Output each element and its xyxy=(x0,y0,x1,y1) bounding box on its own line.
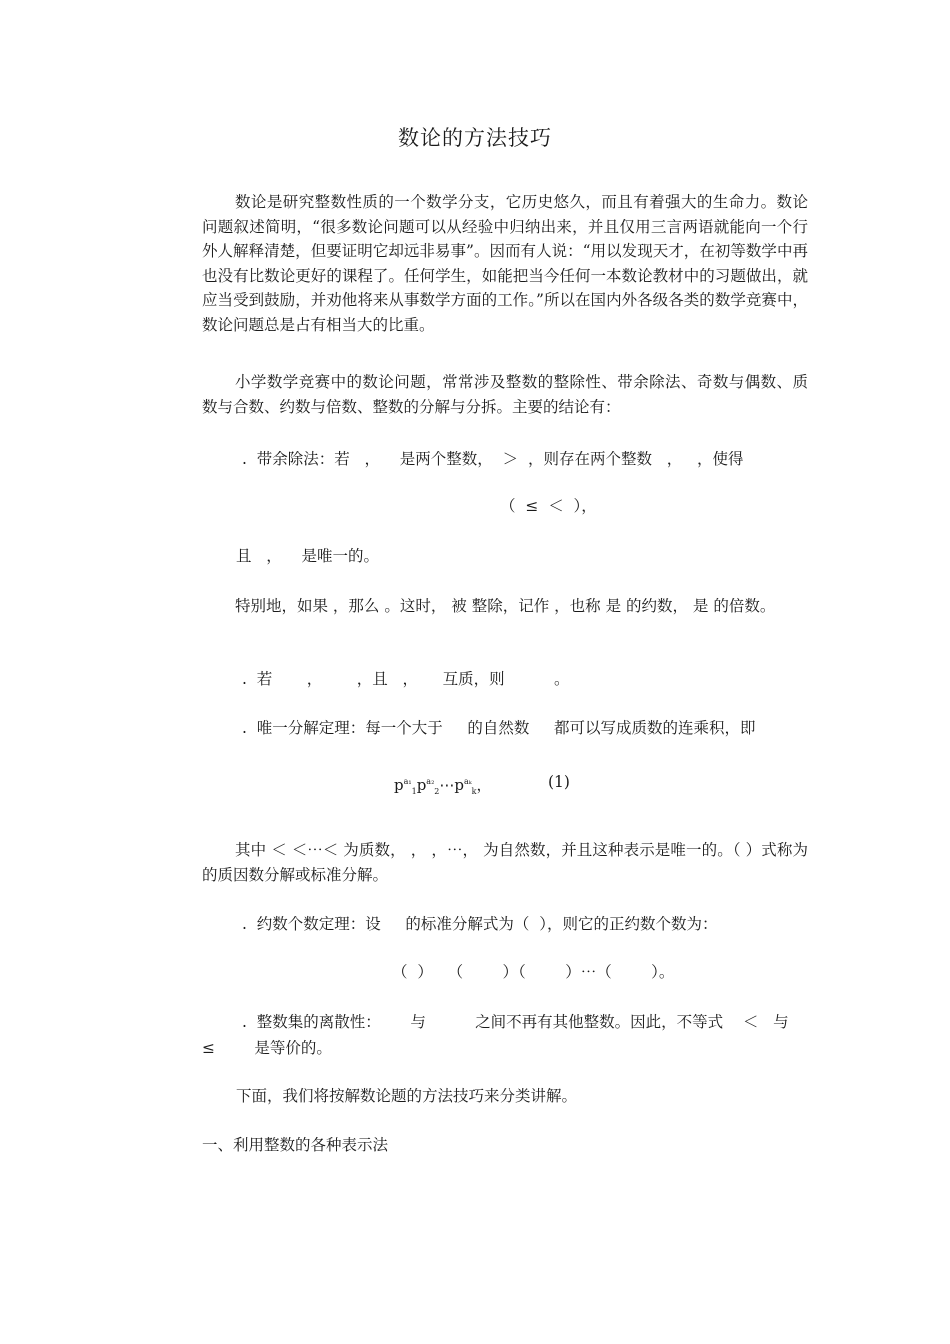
formula-remainder-range: （ ≤ ＜ ）， xyxy=(500,497,597,515)
formula-prime-factorization: $p^{a_1}_1p^{a_2}_2\cdots p^{a_k}_k$， xyxy=(394,776,492,796)
paragraph-factorization-note: 其中 ＜ ＜⋯＜ 为质数， ， ，⋯， 为自然数，并且这种表示是唯一的。（ ）式称为 的质因数分解或标准分解。 xyxy=(202,841,808,884)
paragraph-conclusions: 小学数学竞赛中的数论问题，常常涉及整数的整除性、带余除法、奇数与偶数、质数与合数、约数与倍数、整数的分解与分拆。主要的结论有： xyxy=(202,373,808,416)
paragraph-special-case: 特别地，如果 ，那么 。这时， 被 整除，记作 ，也称 是 的约数， 是 的倍数。 xyxy=(235,597,776,615)
equation-number: (1) xyxy=(548,773,570,791)
formula-divisor-count: （ ） （ ）（ ）⋯（ ）。 xyxy=(392,963,675,981)
item-divisor-count: . 约数个数定理：设 的标准分解式为（ ），则它的正约数个数为： xyxy=(242,915,718,933)
section-heading-1: 一、利用整数的各种表示法 xyxy=(202,1136,389,1154)
item-discreteness: . 整数集的离散性： 与 之间不再有其他整数。因此，不等式 ＜ 与 xyxy=(242,1013,789,1031)
item-division-with-remainder: . 带余除法：若 ， 是两个整数， ＞ ，则存在两个整数 ， ，使得 xyxy=(242,450,744,468)
document-title: 数论的方法技巧 xyxy=(398,126,552,150)
paragraph-next: 下面，我们将按解数论题的方法技巧来分类讲解。 xyxy=(236,1087,578,1105)
item-unique-factorization: . 唯一分解定理：每一个大于 的自然数 都可以写成质数的连乘积，即 xyxy=(242,719,756,737)
item-uniqueness-note: 且 ， 是唯一的。 xyxy=(236,547,379,565)
item-discreteness-tail: ≤ 是等价的。 xyxy=(202,1039,332,1057)
paragraph-intro: 数论是研究整数性质的一个数学分支，它历史悠久，而且有着强大的生命力。数论问题叙述简明，“很多数论问题可以从经验中归纳出来，并且仅用三言两语就能向一个行外人解释清楚，但要证明它却远非易事”。因而有人说：“用以发现天才，在初等数学中再也没有比数论更好的课程了。任何学生，如能把当今任何一本数论教材中的习题做出，就应当受到鼓励，并劝他将来从事数学方面的工作。”所以在国内外各级各类的数学竞赛中，数论问题总是占有相当大的比重。 xyxy=(202,193,808,334)
item-coprime: . 若 ， ，且 ， 互质，则 。 xyxy=(242,670,570,688)
